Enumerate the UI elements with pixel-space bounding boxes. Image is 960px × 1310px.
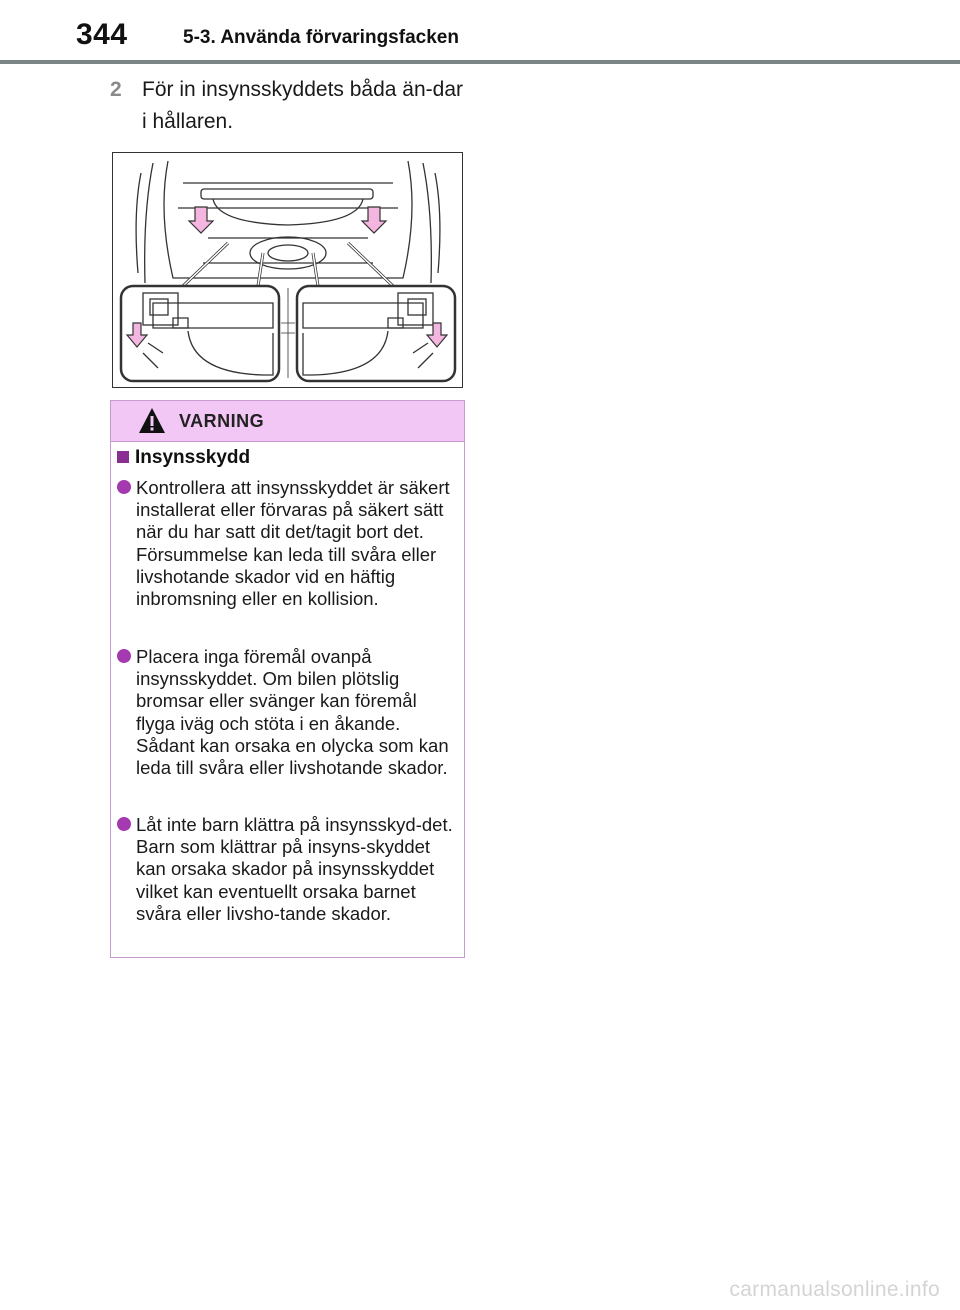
arrow-down-icon (127, 207, 447, 347)
bullet-dot-icon (117, 649, 131, 663)
warning-item-text: Kontrollera att insynsskyddet är säkert installerat eller förvaras på säkert sätt när du har satt dit det/tagit bort det. Försummelse kan leda till svåra eller livshotande skador vid en häftig inbromsning eller en kollision. (136, 477, 450, 610)
step-number: 2 (110, 78, 122, 101)
bullet-dot-icon (117, 817, 131, 831)
header-rule (0, 60, 960, 64)
warning-item (117, 646, 457, 779)
warning-item-text: Placera inga föremål ovanpå insynsskyddet. Om bilen plötslig bromsar eller svänger kan föremål flyga iväg och stöta i en åkande. Sådant kan orsaka en olycka som kan leda till svåra eller livshotande skador. (136, 646, 449, 779)
warning-item-text: Låt inte barn klättra på insynsskyd-det. Barn som klättrar på insyns-skyddet kan orsaka skador på insynsskyddet vilket kan eventuellt orsaka barnet svåra eller livsho-tande skador. (136, 814, 453, 924)
bullet-dot-icon (117, 480, 131, 494)
warning-item (117, 814, 457, 925)
step-text: För in insynsskyddets båda än-dar i hållaren. (142, 78, 463, 133)
illustration-drawing (113, 153, 462, 387)
watermark: carmanualsonline.info (729, 1278, 940, 1301)
warning-triangle-icon (137, 406, 167, 436)
warning-subheading-text: Insynsskydd (135, 447, 251, 468)
square-bullet-icon (117, 451, 129, 463)
page-number: 344 (76, 18, 128, 51)
warning-header (111, 401, 464, 442)
warning-item (117, 477, 457, 610)
section-title: 5-3. Använda förvaringsfacken (183, 27, 459, 48)
warning-box (110, 400, 465, 958)
illustration-cargo-cover (112, 152, 463, 388)
warning-subheading (117, 447, 250, 469)
warning-label: VARNING (179, 411, 265, 431)
